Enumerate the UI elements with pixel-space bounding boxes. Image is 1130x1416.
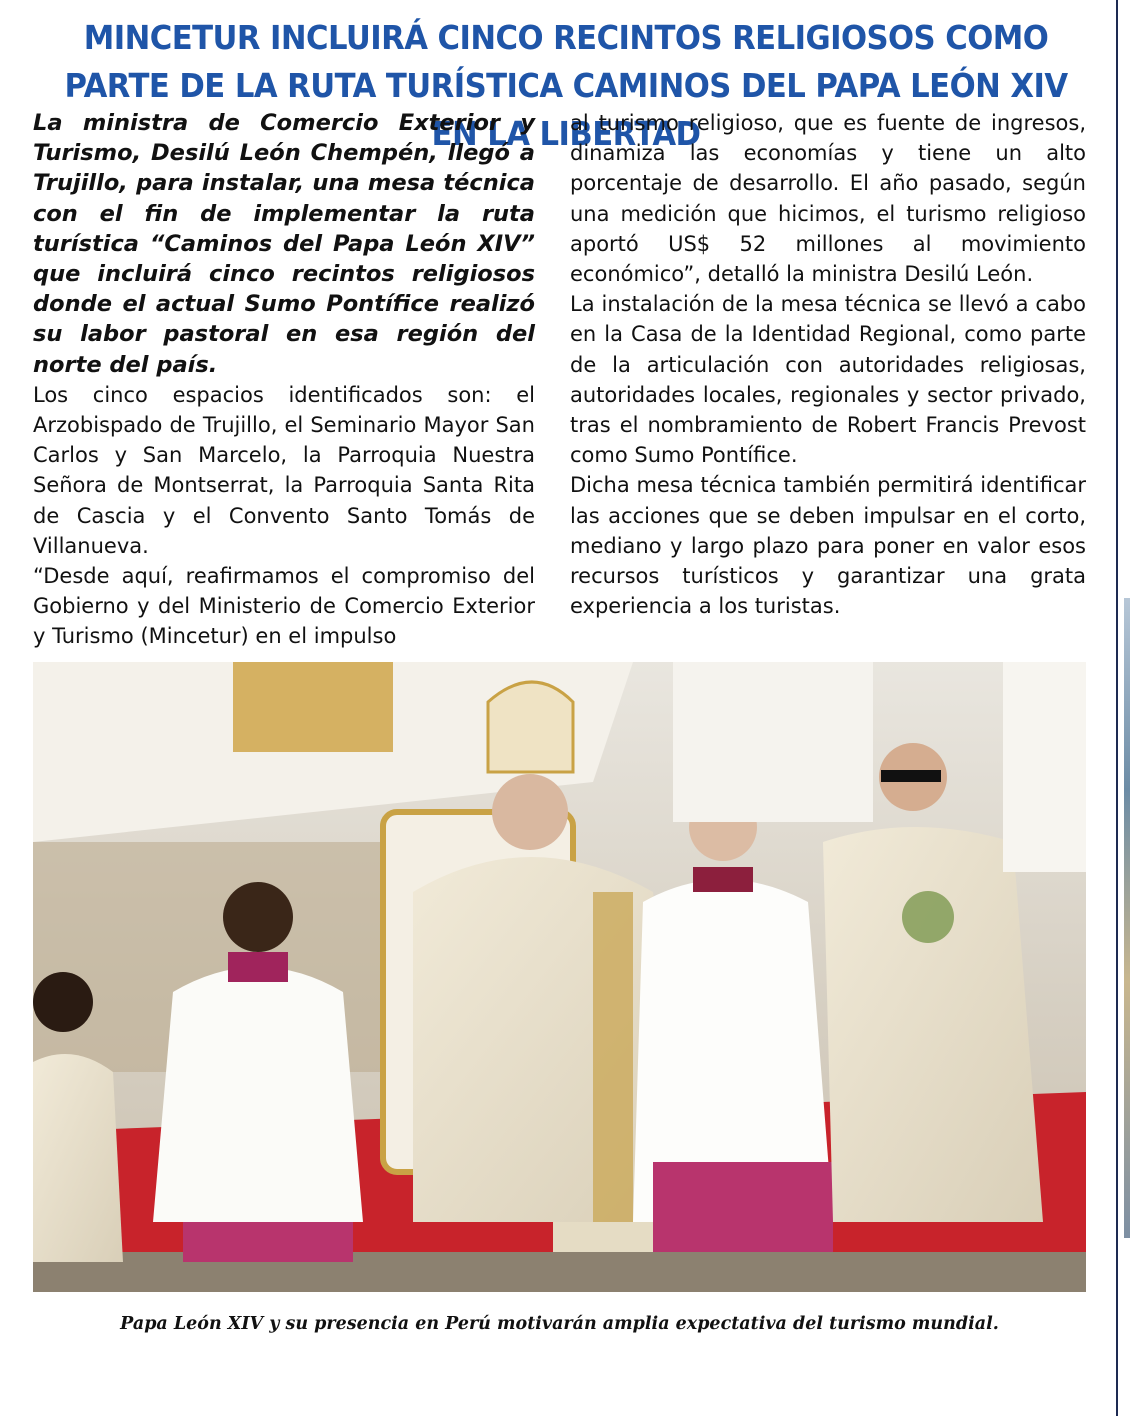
article-paragraph-2-start: “Desde aquí, reafirmamos el compromiso del Gobierno y del Ministerio de Comercio Exterior y Turismo (Mincetur) en el impulso <box>33 564 535 649</box>
photo-caption: Papa León XIV y su presencia en Perú motivarán amplia expectativa del turismo mundial. <box>120 1314 999 1334</box>
article-headline: MINCETUR INCLUIRÁ CINCO RECINTOS RELIGIOSOS COMO PARTE DE LA RUTA TURÍSTICA CAMINOS DEL PAPA LEÓN XIV EN LA LIBERTAD <box>64 18 1068 153</box>
article-column-left <box>33 108 535 652</box>
article-paragraph-3: La instalación de la mesa técnica se llevó a cabo en la Casa de la Identidad Regional, como parte de la articulación con autoridades religiosas, autoridades locales, regionales y sector privado, tras el nombramiento de Robert Francis Prevost como Sumo Pontífice. <box>570 292 1086 468</box>
article-paragraph-1: Los cinco espacios identificados son: el Arzobispado de Trujillo, el Seminario Mayor San Carlos y San Marcelo, la Parroquia Nuestra Señora de Montserrat, la Parroquia Santa Rita de Cascia y el Convento Santo Tomás de Villanueva. <box>33 382 535 558</box>
column-rule <box>1116 0 1118 1416</box>
article-paragraph-4: Dicha mesa técnica también permitirá identificar las acciones que se deben impulsar en el corto, mediano y largo plazo para poner en valor esos recursos turísticos y garantizar una grata experiencia a los turistas. <box>570 473 1086 619</box>
article-paragraph-2-end: al turismo religioso, que es fuente de ingresos, dinamiza las economías y tiene un alto porcentaje de desarrollo. El año pasado, según una medición que hicimos, el turismo religioso aportó US$ 52 millones al movimiento económico”, detalló la ministra Desilú León. <box>570 111 1086 287</box>
article-column-right <box>570 108 1086 621</box>
adjacent-page-edge <box>1124 598 1130 1238</box>
article-lede: La ministra de Comercio Exterior y Turismo, Desilú León Chempén, llegó a Trujillo, para instalar, una mesa técnica con el fin de implementar la ruta turística “Caminos del Papa León XIV” que incluirá cinco recintos religiosos donde el actual Sumo Pontífice realizó su labor pastoral en esa región del norte del país. <box>33 110 535 378</box>
article-photo <box>33 662 1086 1292</box>
photo-illustration <box>33 662 1086 1292</box>
